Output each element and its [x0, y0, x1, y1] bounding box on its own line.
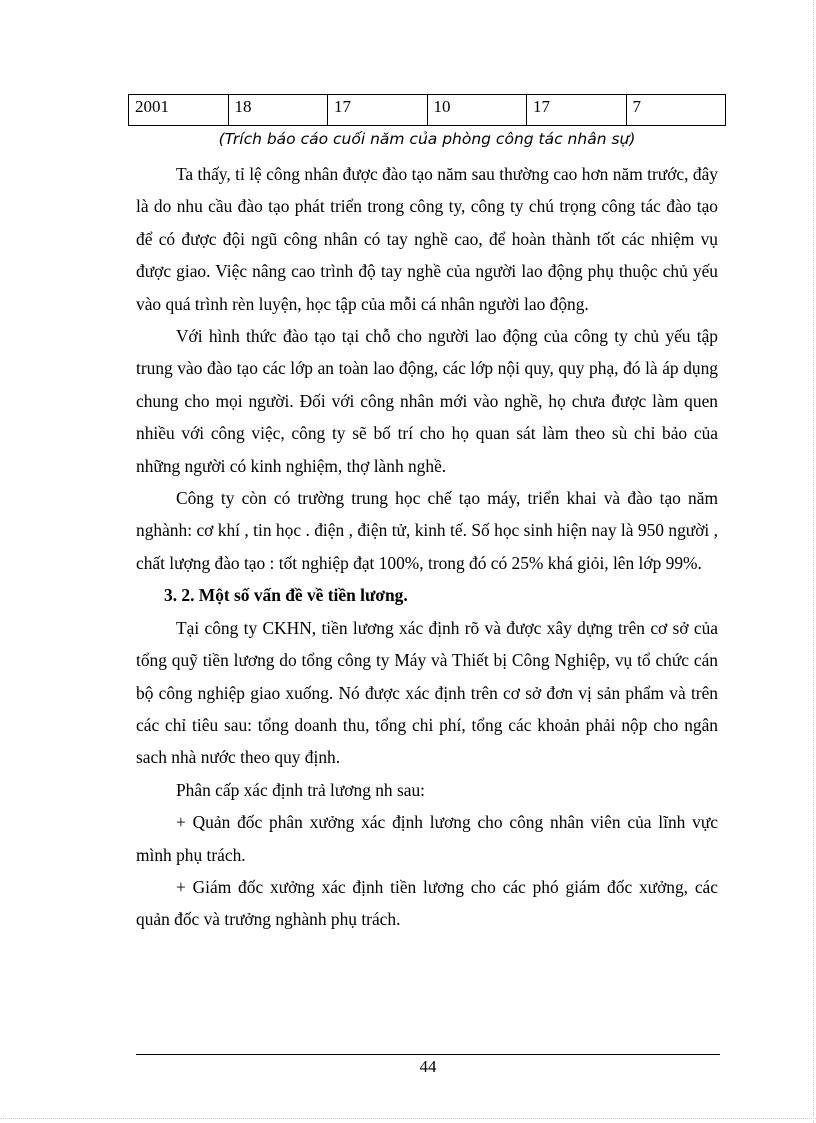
training-data-table: [128, 94, 726, 126]
list-item: + Quản đốc phân xưởng xác định lương cho công nhân viên của lĩnh vực mình phụ trách.: [136, 812, 718, 865]
table-cell: 18: [228, 95, 328, 126]
table-row: [129, 95, 726, 126]
paragraph: Với hình thức đào tạo tại chỗ cho người lao động của công ty chủ yếu tập trung vào đào tạo các lớp an toàn lao động, các lớp nội quy, quy phạ, đó là áp dụng chung cho mọi người. Đối với công nhân mới vào nghề, họ chưa được làm quen nhiều với công việc, công ty sẽ bố trí cho họ quan sát làm theo sù chỉ bảo của những người có kinh nghiệm, thợ lành nghề.: [136, 326, 718, 476]
body-text: [136, 158, 718, 936]
table-cell: 10: [427, 95, 527, 126]
paragraph: Phân cấp xác định trả lương nh sau:: [176, 779, 425, 800]
page-number: 44: [419, 1057, 437, 1076]
table-cell: 7: [626, 95, 726, 126]
paragraph: Ta thấy, tỉ lệ công nhân được đào tạo năm sau thường cao hơn năm trước, đây là do nhu cầu đào tạo phát triển trong công ty, công ty chú trọng công tác đào tạo để có được đội ngũ công nhân có tay nghề cao, để hoàn thành tốt các nhiệm vụ được giao. Việc nâng cao trình độ tay nghề của người lao động phụ thuộc chủ yếu vào quá trình rèn luyện, học tập của mỗi cá nhân người lao động.: [136, 164, 718, 314]
table-caption: (Trích báo cáo cuối năm của phòng công tác nhân sự): [218, 130, 636, 148]
list-item: + Giám đốc xưởng xác định tiền lương cho các phó giám đốc xưởng, các quản đốc và trưởng nghành phụ trách.: [136, 876, 718, 930]
table-cell: 2001: [129, 95, 229, 126]
paragraph: Công ty còn có trường trung học chế tạo máy, triển khai và đào tạo năm nghành: cơ khí , tin học . điện , điện tử, kinh tế. Số học sinh hiện nay là 950 người , chất lượng đào tạo : tốt nghiệp đạt 100%, trong đó có 25% khá giỏi, lên lớp 99%.: [136, 488, 718, 573]
page-edge-guide: [813, 0, 814, 1123]
section-heading: 3. 2. Một số vấn đề về tiền lương.: [164, 585, 408, 606]
table-cell: 17: [527, 95, 627, 126]
footer-divider: [136, 1054, 720, 1055]
table-cell: 17: [328, 95, 428, 126]
paragraph: Tại công ty CKHN, tiền lương xác định rõ và được xây dựng trên cơ sở của tổng quỹ tiền lương do tổng công ty Máy và Thiết bị Công Nghiệp, vụ tổ chức cán bộ công nghiệp giao xuống. Nó được xác định trên cơ sở đơn vị sản phẩm và trên các chỉ tiêu sau: tổng doanh thu, tổng chi phí, tổng các khoản phải nộp cho ngân sach nhà nước theo quy định.: [136, 617, 718, 768]
page-bottom-guide: [0, 1118, 816, 1119]
